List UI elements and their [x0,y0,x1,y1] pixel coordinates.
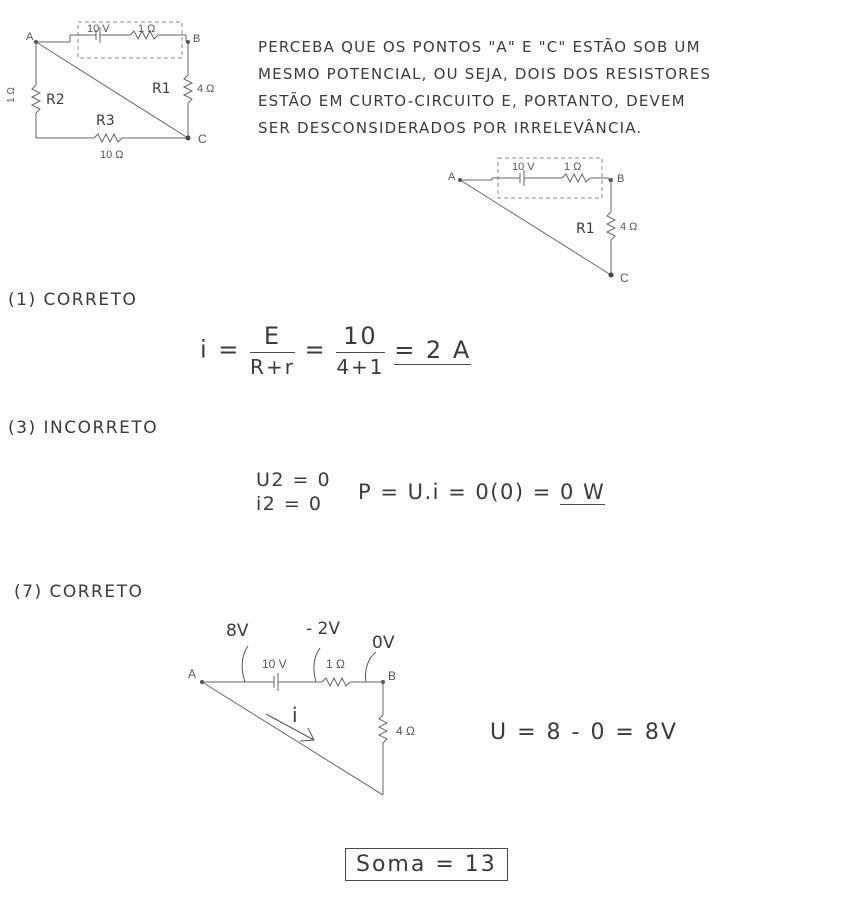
r1-value-label: 4 Ω [197,83,215,95]
internal-resistance-label: 1 Ω [564,161,582,173]
emf-label: 10 V [87,23,110,35]
item3-result: 0 W [560,480,606,504]
r1-value-label: 4 Ω [396,724,415,738]
fraction-numerator: 10 [336,322,384,353]
emf-label: 10 V [262,657,287,671]
node-c-label: C [198,132,207,146]
r2-name-label: R2 [46,92,65,108]
emf-label: 10 V [512,161,535,173]
numeric-fraction [336,322,384,379]
explanation-line-4: SER DESCONSIDERADOS POR IRRELEVÂNCIA. [258,119,643,137]
circuit-diagram-item7 [170,610,470,800]
item3-power-equation [358,480,605,504]
equals-sign: = [304,335,327,364]
explanation-paragraph [258,34,858,142]
potential-b-label: 0V [372,633,395,653]
r2-value-label: 1 Ω [6,87,17,103]
item7-heading: (7) CORRETO [14,582,144,602]
internal-resistance-label: 1 Ω [326,657,345,671]
node-c-label: C [620,271,629,285]
emf-fraction [250,322,295,379]
potential-mid-label: - 2V [306,619,340,639]
current-symbol: i = [200,335,241,364]
node-b-label: B [617,173,625,185]
current-label: i [292,703,298,727]
node-a-label: A [188,667,197,681]
node-b-label: B [193,33,201,45]
node-a-label: A [26,31,34,43]
circuit-diagram-full [0,0,240,180]
r3-value-label: 10 Ω [100,149,124,161]
item3-conditions [256,468,331,516]
fraction-denominator: 4+1 [336,355,385,379]
internal-resistance-label: 1 Ω [138,23,156,35]
r3-name-label: R3 [96,113,115,129]
circuit-diagram-simplified [440,150,660,290]
power-expression: P = U.i = 0(0) = [358,480,552,504]
node-a-label: A [448,171,456,183]
sum-result: Soma = 13 [345,848,508,881]
explanation-line-3: ESTÃO EM CURTO-CIRCUITO E, PORTANTO, DEVEM [258,92,686,110]
voltage-r2: U2 = 0 [256,469,332,491]
fraction-numerator: E [250,322,295,353]
fraction-denominator: R+r [250,355,295,379]
explanation-line-2: MESMO POTENCIAL, OU SEJA, DOIS DOS RESISTORES [258,65,712,83]
potential-a-label: 8V [226,621,249,641]
r1-name-label: R1 [576,221,595,237]
item1-equation [200,322,471,379]
sum-box [345,852,508,877]
r1-value-label: 4 Ω [620,221,638,233]
item7-voltage-equation: U = 8 - 0 = 8V [490,720,678,745]
item1-result: = 2 A [394,335,472,364]
current-r2: i2 = 0 [256,493,323,515]
item3-heading: (3) INCORRETO [8,418,159,438]
explanation-line-1: PERCEBA QUE OS PONTOS "A" E "C" ESTÃO SOB UM [258,38,701,56]
r1-name-label: R1 [152,81,171,97]
item1-heading: (1) CORRETO [8,290,138,310]
node-b-label: B [388,669,397,683]
